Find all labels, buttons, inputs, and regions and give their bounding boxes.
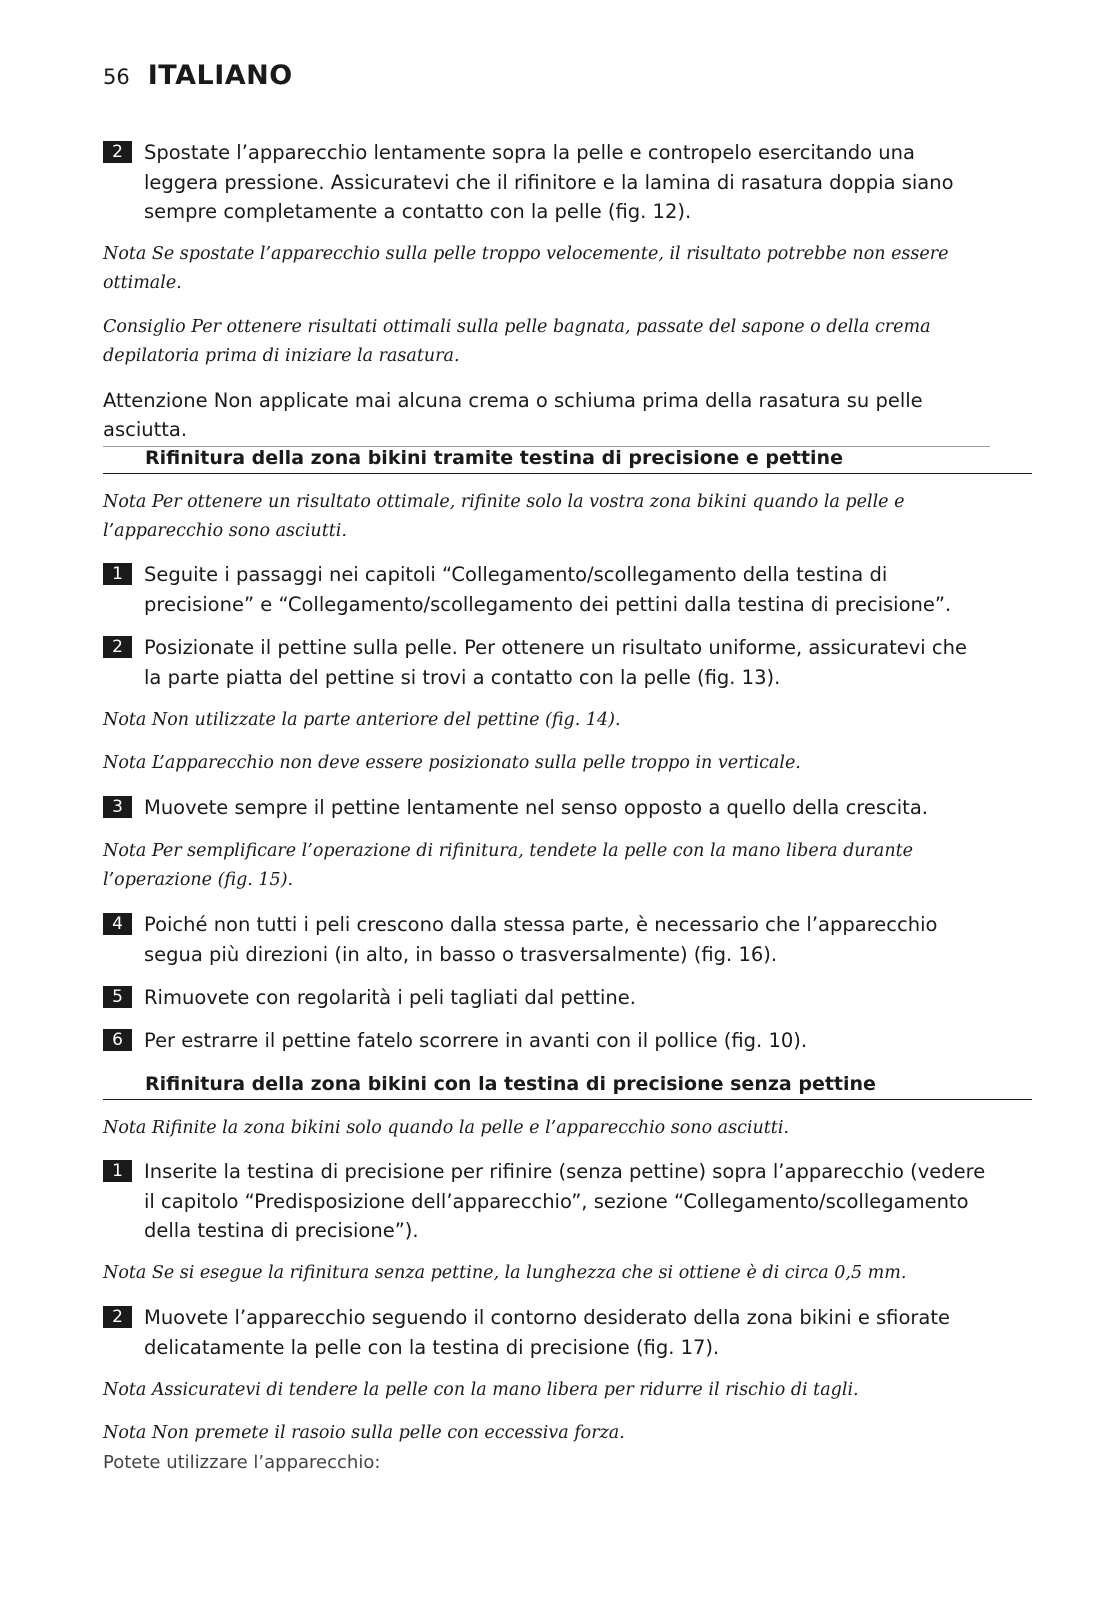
note-force: Nota Non premete il rasoio sulla pelle con eccessiva forza.: [103, 1423, 625, 1443]
note-front: Nota Non utilizzate la parte anteriore del pettine (fig. 14).: [103, 710, 621, 730]
section-title-with-comb: Rifinitura della zona bikini tramite testina di precisione e pettine: [103, 444, 1032, 474]
step-text: Rimuovete con regolarità i peli tagliati dal pettine.: [144, 986, 636, 1009]
step-item: [103, 793, 990, 823]
step-text: Seguite i passaggi nei capitoli “Collegamento/scollegamento della testina di precisione” e “Collegamento/scollegamento dei pettini dalla testina di precisione”.: [144, 563, 952, 616]
step-text: Posizionate il pettine sulla pelle. Per ottenere un risultato uniforme, assicuratevi che la parte piatta del pettine si trovi a contatto con la pelle (fig. 13).: [144, 636, 967, 689]
step-number: 1: [103, 1160, 132, 1182]
step-number: 3: [103, 796, 132, 818]
step-number: 2: [103, 636, 132, 658]
step-text: Per estrarre il pettine fatelo scorrere in avanti con il pollice (fig. 10).: [144, 1029, 808, 1052]
step-text: Poiché non tutti i peli crescono dalla stessa parte, è necessario che l’apparecchio segua più direzioni (in alto, in basso o trasversalmente) (fig. 16).: [144, 913, 938, 966]
page-header: [103, 60, 293, 100]
step-number: 6: [103, 1029, 132, 1051]
note-fast: Nota Se spostate l’apparecchio sulla pelle troppo velocemente, il risultato potrebbe non essere ottimale.: [103, 244, 949, 293]
tip-wet: Consiglio Per ottenere risultati ottimali sulla pelle bagnata, passate del sapone o della crema depilatoria prima di iniziare la rasatura.: [103, 317, 931, 366]
step-item: [103, 633, 990, 692]
note-simplify: Nota Per semplificare l’operazione di rifinitura, tendete la pelle con la mano libera durante l’operazione (fig. 15).: [103, 841, 913, 890]
warning: Attenzione Non applicate mai alcuna crema o schiuma prima della rasatura su pelle asciutta.: [103, 386, 990, 447]
note-vertical: Nota L’apparecchio non deve essere posizionato sulla pelle troppo in verticale.: [103, 753, 801, 773]
step-text: Spostate l’apparecchio lentamente sopra la pelle e contropelo esercitando una leggera pressione. Assicuratevi che il rifinitore e la lamina di rasatura doppia siano sempre completamente a contatto con la pelle (fig. 12).: [144, 141, 954, 223]
step-item: [103, 1026, 990, 1056]
section-title-without-comb: Rifinitura della zona bikini con la testina di precisione senza pettine: [103, 1070, 1032, 1100]
note-trim-dry: Nota Rifinite la zona bikini solo quando la pelle e l’apparecchio sono asciutti.: [103, 1118, 789, 1138]
step-item: [103, 1157, 990, 1246]
note-length: Nota Se si esegue la rifinitura senza pettine, la lunghezza che si ottiene è di circa 0,5 mm.: [103, 1263, 907, 1283]
step-item: [103, 560, 990, 619]
step-item: [103, 910, 990, 969]
step-number: 5: [103, 986, 132, 1008]
step-item: [103, 1303, 990, 1362]
step-text: Muovete l’apparecchio seguendo il contorno desiderato della zona bikini e sfiorate delicatamente la pelle con la testina di precisione (fig. 17).: [144, 1306, 950, 1359]
note-cuts: Nota Assicuratevi di tendere la pelle con la mano libera per ridurre il rischio di tagli.: [103, 1380, 859, 1400]
step-text: Inserite la testina di precisione per rifinire (senza pettine) sopra l’apparecchio (vedere il capitolo “Predisposizione dell’apparecchio”, sezione “Collegamento/scollegamento della testina di precisione”).: [144, 1160, 986, 1242]
step-number: 1: [103, 563, 132, 585]
step-number: 2: [103, 1306, 132, 1328]
step-text: Muovete sempre il pettine lentamente nel senso opposto a quello della crescita.: [144, 796, 928, 819]
step-item: [103, 138, 990, 227]
step-number: 4: [103, 913, 132, 935]
page-number: 56: [103, 65, 130, 89]
continuation-text: Potete utilizzare l’apparecchio:: [103, 1452, 381, 1473]
step-item: [103, 983, 990, 1013]
language-title: ITALIANO: [147, 60, 293, 91]
step-number: 2: [103, 141, 132, 163]
note-dry: Nota Per ottenere un risultato ottimale, rifinite solo la vostra zona bikini quando la pelle e l’apparecchio sono asciutti.: [103, 492, 905, 541]
